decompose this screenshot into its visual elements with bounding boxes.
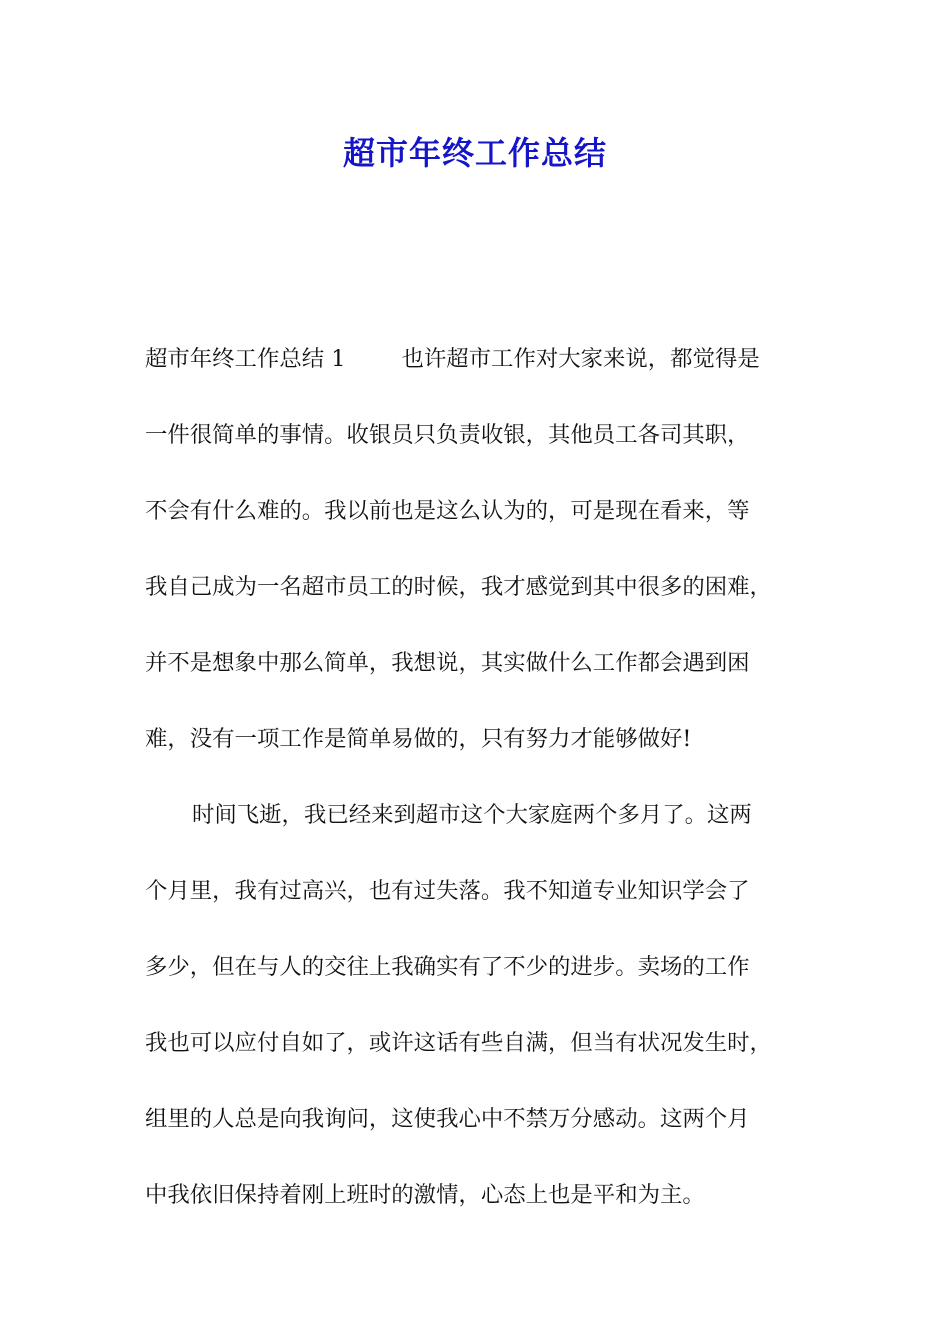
paragraph-2-line-6: 中我依旧保持着刚上班时的激情，心态上也是平和为主。 bbox=[145, 1182, 705, 1208]
paragraph-2-line-text: 时间飞逝，我已经来到超市这个大家庭两个多月了。这两 bbox=[192, 802, 752, 828]
paragraph-2-line-4: 我也可以应付自如了，或许这话有些自满，但当有状况发生时， bbox=[145, 1030, 772, 1056]
paragraph-1-line-1 bbox=[145, 344, 760, 374]
paragraph-1-line-5: 并不是想象中那么简单，我想说，其实做什么工作都会遇到困 bbox=[145, 650, 750, 676]
paragraph-2-line-2: 个月里，我有过高兴，也有过失落。我不知道专业知识学会了 bbox=[145, 878, 750, 904]
section-heading: 超市年终工作总结 1 bbox=[145, 346, 346, 372]
paragraph-1-line-2: 一件很简单的事情。收银员只负责收银，其他员工各司其职， bbox=[145, 422, 750, 448]
paragraph-2-line-3: 多少，但在与人的交往上我确实有了不少的进步。卖场的工作 bbox=[145, 954, 750, 980]
document-title: 超市年终工作总结 bbox=[342, 134, 607, 172]
paragraph-1-line-6: 难，没有一项工作是简单易做的，只有努力才能够做好! bbox=[145, 726, 692, 752]
paragraph-1-line-text: 也许超市工作对大家来说，都觉得是 bbox=[401, 346, 760, 372]
paragraph-2-line-1 bbox=[145, 800, 752, 830]
paragraph-1-line-3: 不会有什么难的。我以前也是这么认为的，可是现在看来，等 bbox=[145, 498, 750, 524]
paragraph-1-line-4: 我自己成为一名超市员工的时候，我才感觉到其中很多的困难， bbox=[145, 574, 772, 600]
paragraph-2-line-5: 组里的人总是向我询问，这使我心中不禁万分感动。这两个月 bbox=[145, 1106, 750, 1132]
